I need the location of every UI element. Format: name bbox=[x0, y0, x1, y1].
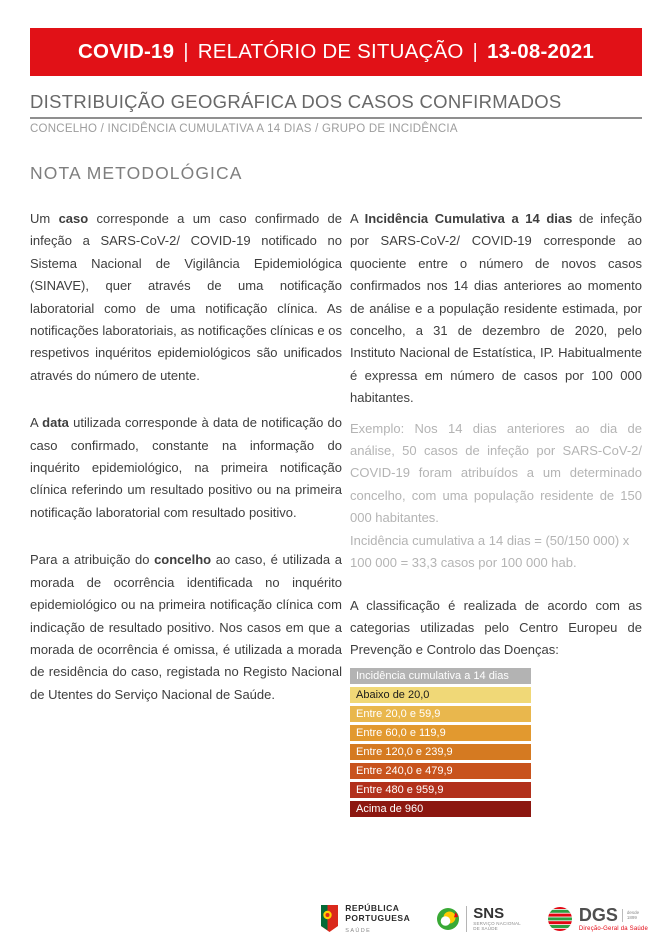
dgs-acronym: DGS bbox=[578, 904, 618, 925]
republica-portuguesa-logo bbox=[320, 904, 410, 934]
paragraph-classification: A classificação é realizada de acordo com as categorias utilizadas pelo Centro Europeu de Prevenção e Controlo das Doenças: bbox=[350, 597, 642, 658]
dgs-divider bbox=[622, 909, 623, 922]
left-column bbox=[30, 208, 342, 820]
sns-tagline-line2: DE SAÚDE bbox=[473, 926, 498, 931]
republica-tagline: SAÚDE bbox=[345, 928, 372, 934]
republica-line2: PORTUGUESA bbox=[345, 912, 411, 923]
legend-row: Entre 120,0 e 239,9 bbox=[350, 744, 531, 761]
report-banner bbox=[30, 28, 642, 76]
note-columns bbox=[30, 208, 642, 820]
dgs-sphere-icon bbox=[547, 906, 573, 932]
sns-logo bbox=[436, 906, 521, 932]
right-column bbox=[350, 208, 642, 820]
text-segment: A bbox=[350, 211, 365, 226]
text-segment: A bbox=[30, 415, 43, 431]
dgs-text bbox=[578, 904, 648, 932]
legend-row: Entre 480 e 959,9 bbox=[350, 782, 531, 799]
dgs-tagline: Direção-Geral da Saúde bbox=[578, 925, 648, 932]
text-segment: de infeção por SARS-CoV-2/ COVID-19 corresponde ao quociente entre o número de novos casos confirmados nos 14 dias anteriores ao momento de análise e a população residente estimada, por concelho, a 31 de dezembro de 2020, pelo Instituto Nacional de Estatística, IP. Habitualmente é expressa em número de casos por 100 000 habitantes. bbox=[350, 211, 642, 406]
paragraph-data bbox=[30, 412, 342, 524]
sns-divider bbox=[466, 906, 467, 932]
incidence-legend bbox=[350, 668, 531, 818]
paragraph-concelho bbox=[30, 549, 342, 706]
dgs-since bbox=[627, 910, 639, 920]
text-segment: corresponde a um caso confirmado de infeção a SARS-CoV-2/ COVID-19 notificado no Sistema Nacional de Vigilância Epidemiológica (SINAVE), quer através de uma notificação laboratorial como de uma notificação clínica. As notificações laboratoriais, as notificações clínicas e os respetivos inquéritos epidemiológicos são unificados através do número de utente. bbox=[30, 211, 342, 383]
paragraph-incidencia bbox=[350, 208, 642, 410]
sns-circle-icon bbox=[436, 907, 460, 931]
sns-acronym: SNS bbox=[473, 904, 505, 922]
sns-text bbox=[473, 904, 521, 932]
note-heading: NOTA METODOLÓGICA bbox=[30, 163, 243, 183]
banner-separator: | bbox=[472, 40, 479, 63]
paragraph-caso bbox=[30, 208, 342, 387]
legend-row: Entre 20,0 e 59,9 bbox=[350, 706, 531, 723]
legend-row: Abaixo de 20,0 bbox=[350, 687, 531, 704]
section-subtitle: CONCELHO / INCIDÊNCIA CUMULATIVA A 14 DIAS / GRUPO DE INCIDÊNCIA bbox=[30, 123, 458, 135]
section-title: DISTRIBUIÇÃO GEOGRÁFICA DOS CASOS CONFIRMADOS bbox=[30, 91, 642, 119]
text-segment: Para a atribuição do bbox=[30, 552, 155, 568]
sns-tagline-line1: SERVIÇO NACIONAL bbox=[473, 920, 521, 926]
legend-row: Entre 60,0 e 119,9 bbox=[350, 725, 531, 742]
republica-text bbox=[345, 904, 410, 934]
text-segment-bold: Incidência Cumulativa a 14 dias bbox=[364, 211, 573, 226]
text-segment-bold: data bbox=[42, 415, 69, 431]
dgs-since-line2: 1899 bbox=[626, 915, 637, 920]
legend-row: Acima de 960 bbox=[350, 801, 531, 818]
text-segment: ao caso, é utilizada a morada de ocorrência identificada no inquérito epidemiológico ou na primeira notificação clínica com indicação de resultado positivo. Nos casos em que a morada de ocorrência é omissa, é utilizada a morada de residência do caso, registada no Registo Nacional de Utentes do Serviço Nacional de Saúde. bbox=[30, 552, 343, 702]
banner-date: 13-08-2021 bbox=[487, 40, 594, 63]
legend-header: Incidência cumulativa a 14 dias bbox=[350, 668, 531, 685]
dgs-since-line1: desde bbox=[626, 910, 640, 915]
paragraph-example: Exemplo: Nos 14 dias anteriores ao dia de análise, 50 casos de infeção por SARS-CoV-2/ COVID-19 foram atribuídos a um determinado concelho, com uma população residente de 150 000 habitantes. bbox=[350, 420, 642, 526]
text-segment: utilizada corresponde à data de notificação do caso confirmado, constante na informação do inquérito epidemiológico, na primeira notificação clínica referindo um resultado positivo ou na primeira notificação laboratorial com resultado positivo. bbox=[30, 415, 342, 520]
paragraph-formula: Incidência cumulativa a 14 dias = (50/150 000) x 100 000 = 33,3 casos por 100 000 hab. bbox=[350, 532, 630, 571]
banner-separator: | bbox=[183, 40, 189, 63]
portugal-flag-icon bbox=[320, 904, 339, 934]
footer-logos bbox=[320, 896, 648, 942]
text-segment: Um bbox=[30, 211, 59, 226]
republica-line1: REPÚBLICA bbox=[345, 903, 400, 913]
legend-row: Entre 240,0 e 479,9 bbox=[350, 763, 531, 780]
text-segment-bold: concelho bbox=[154, 552, 212, 568]
banner-title: RELATÓRIO DE SITUAÇÃO bbox=[197, 40, 464, 63]
text-segment-bold: caso bbox=[58, 211, 89, 226]
dgs-acronym-row bbox=[578, 904, 648, 925]
banner-product: COVID-19 bbox=[78, 40, 175, 63]
dgs-logo bbox=[547, 906, 648, 932]
